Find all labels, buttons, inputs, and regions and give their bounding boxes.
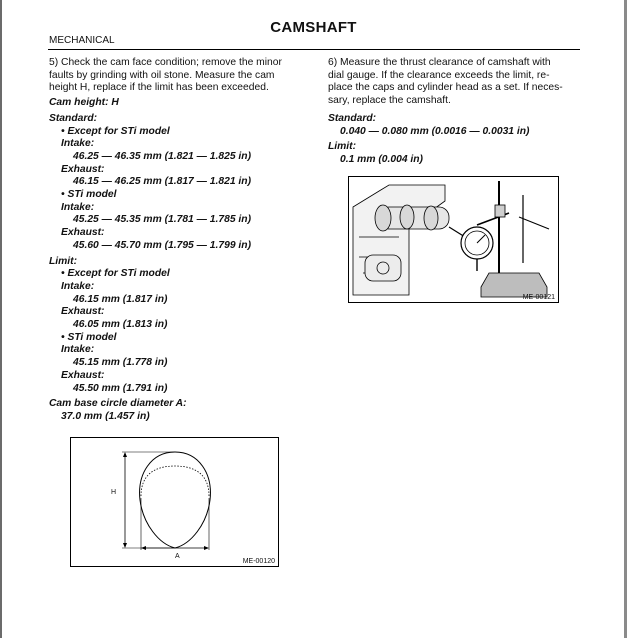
std-except-exhaust-value: 46.15 — 46.25 mm (1.817 — 1.821 in): [73, 176, 252, 188]
section-label: MECHANICAL: [49, 35, 115, 46]
lim-sti-intake-value: 45.15 mm (1.778 in): [73, 357, 168, 369]
lim-except-exhaust-value: 46.05 mm (1.813 in): [73, 319, 168, 331]
page-edge-left: [0, 0, 2, 638]
page-title: CAMSHAFT: [270, 19, 357, 36]
base-circle-value: 37.0 mm (1.457 in): [61, 410, 150, 422]
step-5-line: 5) Check the cam face condition; remove the minor: [49, 57, 282, 68]
h-arrow-top: [123, 452, 127, 457]
cam-profile-figure: [70, 437, 279, 567]
exhaust-label: Exhaust:: [61, 306, 105, 318]
step-6-paragraph: [328, 57, 580, 108]
std-sti-intake-value: 45.25 — 45.35 mm (1.781 — 1.785 in): [73, 214, 252, 226]
thrust-limit-value: 0.1 mm (0.004 in): [340, 153, 423, 165]
step-6-line: dial gauge. If the clearance exceeds the limit, re-: [328, 69, 550, 81]
std-except-intake-value: 46.25 — 46.35 mm (1.821 — 1.825 in): [73, 150, 252, 162]
step-6-line: sary, replace the camshaft.: [328, 95, 451, 107]
header-rule: [48, 49, 580, 50]
thrust-standard-value: 0.040 — 0.080 mm (0.0016 — 0.0031 in): [340, 125, 530, 137]
right-column: [328, 57, 580, 167]
step-5-line: faults by grinding with oil stone. Measure the cam: [49, 69, 275, 81]
intake-label: Intake:: [61, 344, 95, 356]
except-sti-label: • Except for STi model: [61, 268, 170, 280]
step-5-line: height H, replace if the limit has been exceeded.: [49, 82, 269, 94]
camshaft-lobe-2: [400, 205, 414, 229]
standard-label: Standard:: [49, 112, 98, 124]
exhaust-label: Exhaust:: [61, 163, 105, 175]
a-label: A: [175, 553, 180, 560]
exhaust-label: Exhaust:: [61, 369, 105, 381]
thrust-standard-label: Standard:: [328, 112, 377, 124]
figure-id: ME-00121: [522, 294, 555, 301]
limit-label: Limit:: [49, 255, 78, 267]
sti-label: • STi model: [61, 331, 117, 343]
std-sti-exhaust-value: 45.60 — 45.70 mm (1.795 — 1.799 in): [73, 239, 252, 251]
intake-label: Intake:: [61, 201, 95, 213]
step-6-line: place the caps and cylinder head as a set. If neces-: [328, 82, 563, 94]
cam-height-label: Cam height: H: [49, 97, 119, 109]
thrust-limit-label: Limit:: [328, 141, 357, 153]
figure-id: ME-00120: [242, 558, 275, 565]
lim-sti-exhaust-value: 45.50 mm (1.791 in): [73, 382, 168, 394]
except-sti-label: • Except for STi model: [61, 125, 170, 137]
dial-gauge-figure: [348, 176, 559, 303]
intake-label: Intake:: [61, 138, 95, 150]
exhaust-label: Exhaust:: [61, 227, 105, 239]
base-circle-dotted: [141, 466, 209, 496]
camshaft-lobe-1: [375, 205, 391, 231]
dial-gauge-drawing: [349, 177, 558, 302]
base-circle-label: Cam base circle diameter A:: [49, 398, 187, 410]
step-6-line: 6) Measure the thrust clearance of camshaft with: [328, 57, 551, 68]
sti-label: • STi model: [61, 189, 117, 201]
left-column: [49, 57, 304, 424]
h-label: H: [111, 489, 117, 496]
stand-clamp: [495, 205, 505, 217]
lim-except-intake-value: 46.15 mm (1.817 in): [73, 293, 168, 305]
intake-label: Intake:: [61, 280, 95, 292]
a-arrow-left: [141, 546, 146, 550]
bearing-cap: [365, 255, 401, 281]
h-arrow-bottom: [123, 543, 127, 548]
camshaft-lobe-3: [424, 206, 438, 230]
step-5-paragraph: [49, 57, 304, 95]
cam-profile-drawing: [71, 438, 278, 566]
a-arrow-right: [204, 546, 209, 550]
